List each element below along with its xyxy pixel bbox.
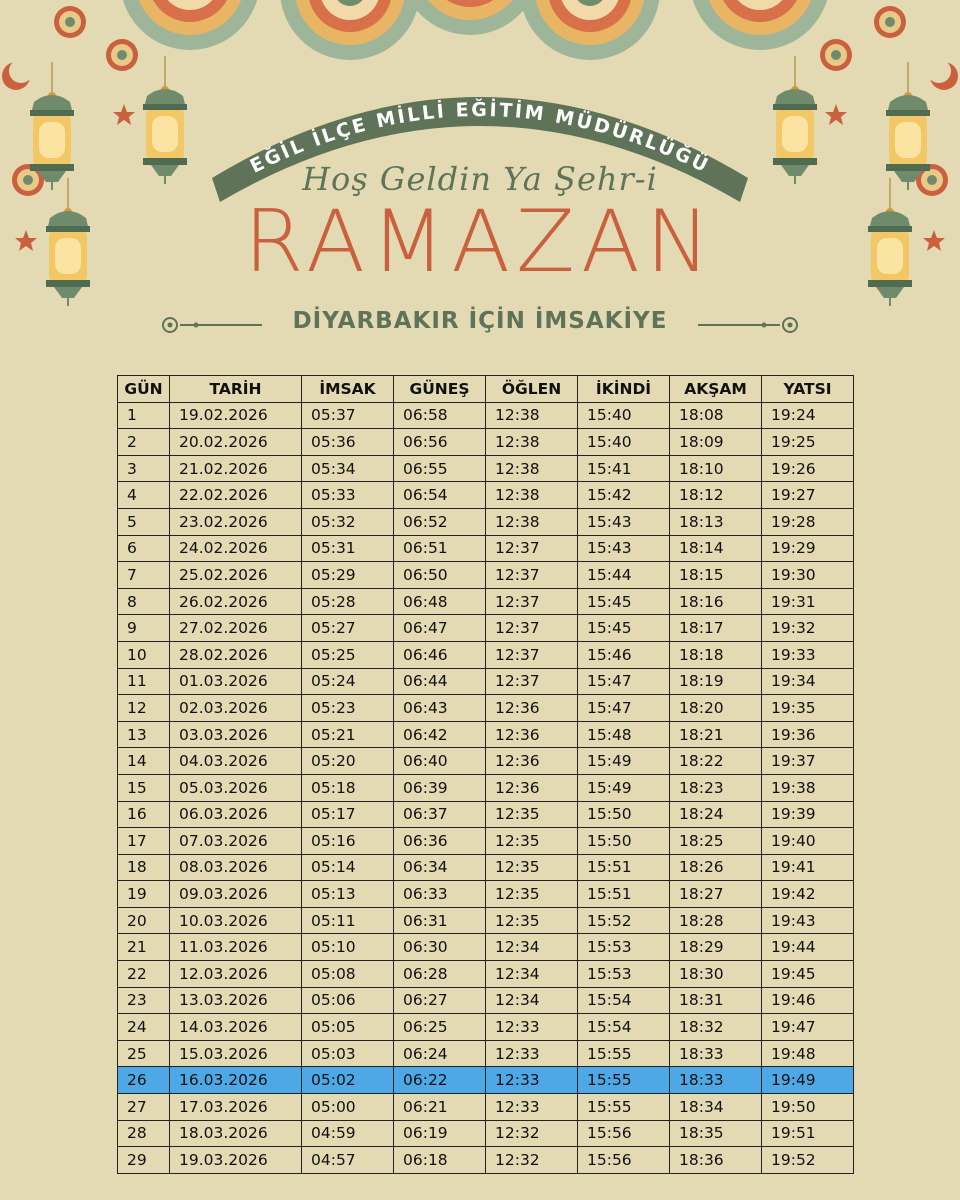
- gunes-cell: 06:33: [394, 881, 486, 908]
- imsak-cell: 05:24: [302, 668, 394, 695]
- oglen-cell: 12:33: [486, 1014, 578, 1041]
- yatsi-cell: 19:34: [762, 668, 854, 695]
- date-cell: 16.03.2026: [170, 1067, 302, 1094]
- oglen-cell: 12:34: [486, 961, 578, 988]
- yatsi-cell: 19:29: [762, 535, 854, 562]
- imsak-cell: 05:27: [302, 615, 394, 642]
- ikindi-cell: 15:48: [578, 721, 670, 748]
- gunes-cell: 06:52: [394, 508, 486, 535]
- imsak-cell: 05:16: [302, 828, 394, 855]
- aksam-cell: 18:33: [670, 1067, 762, 1094]
- aksam-cell: 18:33: [670, 1040, 762, 1067]
- date-cell: 20.02.2026: [170, 429, 302, 456]
- aksam-cell: 18:08: [670, 402, 762, 429]
- gunes-cell: 06:39: [394, 774, 486, 801]
- table-row: [118, 668, 854, 695]
- yatsi-cell: 19:24: [762, 402, 854, 429]
- gunes-cell: 06:43: [394, 695, 486, 722]
- gunes-cell: 06:56: [394, 429, 486, 456]
- imsak-cell: 05:11: [302, 907, 394, 934]
- date-cell: 09.03.2026: [170, 881, 302, 908]
- day-cell: 4: [118, 482, 170, 509]
- table-row: [118, 774, 854, 801]
- imsak-cell: 04:59: [302, 1120, 394, 1147]
- aksam-cell: 18:19: [670, 668, 762, 695]
- gunes-cell: 06:28: [394, 961, 486, 988]
- date-cell: 11.03.2026: [170, 934, 302, 961]
- yatsi-cell: 19:37: [762, 748, 854, 775]
- imsak-cell: 05:31: [302, 535, 394, 562]
- column-header-day: GÜN: [118, 376, 170, 403]
- table-row: [118, 907, 854, 934]
- table-body: [118, 402, 854, 1173]
- column-header-gunes: GÜNEŞ: [394, 376, 486, 403]
- aksam-cell: 18:12: [670, 482, 762, 509]
- day-cell: 27: [118, 1094, 170, 1121]
- aksam-cell: 18:25: [670, 828, 762, 855]
- table-row: [118, 641, 854, 668]
- day-cell: 20: [118, 907, 170, 934]
- date-cell: 07.03.2026: [170, 828, 302, 855]
- gunes-cell: 06:37: [394, 801, 486, 828]
- imsak-cell: 04:57: [302, 1147, 394, 1174]
- yatsi-cell: 19:31: [762, 588, 854, 615]
- ikindi-cell: 15:56: [578, 1147, 670, 1174]
- ikindi-cell: 15:42: [578, 482, 670, 509]
- yatsi-cell: 19:26: [762, 455, 854, 482]
- page-title: RAMAZAN: [243, 192, 717, 292]
- table-row: [118, 934, 854, 961]
- yatsi-cell: 19:49: [762, 1067, 854, 1094]
- ikindi-cell: 15:40: [578, 402, 670, 429]
- day-cell: 15: [118, 774, 170, 801]
- gunes-cell: 06:42: [394, 721, 486, 748]
- page-subtitle: DİYARBAKIR İÇİN İMSAKİYE: [292, 308, 668, 334]
- ikindi-cell: 15:47: [578, 668, 670, 695]
- day-cell: 26: [118, 1067, 170, 1094]
- imsak-cell: 05:05: [302, 1014, 394, 1041]
- aksam-cell: 18:10: [670, 455, 762, 482]
- gunes-cell: 06:48: [394, 588, 486, 615]
- table-row: [118, 801, 854, 828]
- gunes-cell: 06:55: [394, 455, 486, 482]
- gunes-cell: 06:27: [394, 987, 486, 1014]
- oglen-cell: 12:35: [486, 881, 578, 908]
- date-cell: 24.02.2026: [170, 535, 302, 562]
- imsak-cell: 05:34: [302, 455, 394, 482]
- yatsi-cell: 19:32: [762, 615, 854, 642]
- aksam-cell: 18:26: [670, 854, 762, 881]
- oglen-cell: 12:32: [486, 1147, 578, 1174]
- oglen-cell: 12:33: [486, 1094, 578, 1121]
- day-cell: 24: [118, 1014, 170, 1041]
- ikindi-cell: 15:54: [578, 987, 670, 1014]
- ikindi-cell: 15:53: [578, 961, 670, 988]
- ikindi-cell: 15:55: [578, 1040, 670, 1067]
- table-row: [118, 1040, 854, 1067]
- imsak-cell: 05:33: [302, 482, 394, 509]
- ikindi-cell: 15:50: [578, 828, 670, 855]
- oglen-cell: 12:37: [486, 562, 578, 589]
- date-cell: 10.03.2026: [170, 907, 302, 934]
- day-cell: 16: [118, 801, 170, 828]
- date-cell: 22.02.2026: [170, 482, 302, 509]
- imsak-cell: 05:18: [302, 774, 394, 801]
- date-cell: 25.02.2026: [170, 562, 302, 589]
- ikindi-cell: 15:51: [578, 881, 670, 908]
- yatsi-cell: 19:30: [762, 562, 854, 589]
- date-cell: 26.02.2026: [170, 588, 302, 615]
- yatsi-cell: 19:35: [762, 695, 854, 722]
- yatsi-cell: 19:44: [762, 934, 854, 961]
- aksam-cell: 18:28: [670, 907, 762, 934]
- gunes-cell: 06:50: [394, 562, 486, 589]
- gunes-cell: 06:46: [394, 641, 486, 668]
- organization-name: EĞİL İLÇE MİLLİ EĞİTİM MÜDÜRLÜĞÜ: [246, 98, 714, 178]
- imsak-cell: 05:02: [302, 1067, 394, 1094]
- ikindi-cell: 15:56: [578, 1120, 670, 1147]
- oglen-cell: 12:37: [486, 535, 578, 562]
- imsak-cell: 05:08: [302, 961, 394, 988]
- oglen-cell: 12:35: [486, 907, 578, 934]
- ikindi-cell: 15:54: [578, 1014, 670, 1041]
- ikindi-cell: 15:52: [578, 907, 670, 934]
- yatsi-cell: 19:40: [762, 828, 854, 855]
- yatsi-cell: 19:42: [762, 881, 854, 908]
- aksam-cell: 18:24: [670, 801, 762, 828]
- date-cell: 08.03.2026: [170, 854, 302, 881]
- day-cell: 23: [118, 987, 170, 1014]
- table-row: [118, 535, 854, 562]
- aksam-cell: 18:30: [670, 961, 762, 988]
- aksam-cell: 18:13: [670, 508, 762, 535]
- yatsi-cell: 19:36: [762, 721, 854, 748]
- day-cell: 8: [118, 588, 170, 615]
- oglen-cell: 12:37: [486, 615, 578, 642]
- table-row: [118, 615, 854, 642]
- date-cell: 19.02.2026: [170, 402, 302, 429]
- day-cell: 29: [118, 1147, 170, 1174]
- table-row: [118, 695, 854, 722]
- gunes-cell: 06:25: [394, 1014, 486, 1041]
- aksam-cell: 18:34: [670, 1094, 762, 1121]
- imsak-cell: 05:14: [302, 854, 394, 881]
- yatsi-cell: 19:33: [762, 641, 854, 668]
- oglen-cell: 12:38: [486, 455, 578, 482]
- yatsi-cell: 19:45: [762, 961, 854, 988]
- oglen-cell: 12:32: [486, 1120, 578, 1147]
- table-row: [118, 748, 854, 775]
- gunes-cell: 06:34: [394, 854, 486, 881]
- oglen-cell: 12:38: [486, 482, 578, 509]
- date-cell: 02.03.2026: [170, 695, 302, 722]
- oglen-cell: 12:36: [486, 774, 578, 801]
- table-row: [118, 854, 854, 881]
- imsak-cell: 05:25: [302, 641, 394, 668]
- date-cell: 06.03.2026: [170, 801, 302, 828]
- oglen-cell: 12:35: [486, 854, 578, 881]
- ikindi-cell: 15:49: [578, 774, 670, 801]
- day-cell: 7: [118, 562, 170, 589]
- ikindi-cell: 15:53: [578, 934, 670, 961]
- ikindi-cell: 15:46: [578, 641, 670, 668]
- yatsi-cell: 19:52: [762, 1147, 854, 1174]
- ikindi-cell: 15:47: [578, 695, 670, 722]
- imsak-cell: 05:00: [302, 1094, 394, 1121]
- yatsi-cell: 19:25: [762, 429, 854, 456]
- table-row: [118, 961, 854, 988]
- date-cell: 27.02.2026: [170, 615, 302, 642]
- imsakiye-table: [117, 375, 854, 1174]
- oglen-cell: 12:38: [486, 429, 578, 456]
- imsak-cell: 05:29: [302, 562, 394, 589]
- yatsi-cell: 19:28: [762, 508, 854, 535]
- aksam-cell: 18:31: [670, 987, 762, 1014]
- ikindi-cell: 15:45: [578, 615, 670, 642]
- gunes-cell: 06:19: [394, 1120, 486, 1147]
- gunes-cell: 06:58: [394, 402, 486, 429]
- ikindi-cell: 15:50: [578, 801, 670, 828]
- subtitle-row: [160, 308, 800, 344]
- yatsi-cell: 19:27: [762, 482, 854, 509]
- aksam-cell: 18:35: [670, 1120, 762, 1147]
- oglen-cell: 12:35: [486, 828, 578, 855]
- imsak-cell: 05:37: [302, 402, 394, 429]
- ikindi-cell: 15:40: [578, 429, 670, 456]
- oglen-cell: 12:33: [486, 1040, 578, 1067]
- ikindi-cell: 15:45: [578, 588, 670, 615]
- oglen-cell: 12:34: [486, 987, 578, 1014]
- imsak-cell: 05:23: [302, 695, 394, 722]
- aksam-cell: 18:36: [670, 1147, 762, 1174]
- day-cell: 14: [118, 748, 170, 775]
- day-cell: 18: [118, 854, 170, 881]
- imsak-cell: 05:28: [302, 588, 394, 615]
- day-cell: 3: [118, 455, 170, 482]
- date-cell: 03.03.2026: [170, 721, 302, 748]
- date-cell: 21.02.2026: [170, 455, 302, 482]
- oglen-cell: 12:33: [486, 1067, 578, 1094]
- aksam-cell: 18:29: [670, 934, 762, 961]
- ikindi-cell: 15:43: [578, 535, 670, 562]
- column-header-oglen: ÖĞLEN: [486, 376, 578, 403]
- ikindi-cell: 15:55: [578, 1067, 670, 1094]
- oglen-cell: 12:36: [486, 695, 578, 722]
- aksam-cell: 18:20: [670, 695, 762, 722]
- column-header-yatsi: YATSI: [762, 376, 854, 403]
- table-row: [118, 1014, 854, 1041]
- oglen-cell: 12:37: [486, 668, 578, 695]
- yatsi-cell: 19:39: [762, 801, 854, 828]
- yatsi-cell: 19:43: [762, 907, 854, 934]
- gunes-cell: 06:21: [394, 1094, 486, 1121]
- yatsi-cell: 19:47: [762, 1014, 854, 1041]
- aksam-cell: 18:21: [670, 721, 762, 748]
- yatsi-cell: 19:48: [762, 1040, 854, 1067]
- gunes-cell: 06:44: [394, 668, 486, 695]
- table-row: [118, 881, 854, 908]
- table-row: [118, 508, 854, 535]
- yatsi-cell: 19:46: [762, 987, 854, 1014]
- table-row: [118, 562, 854, 589]
- day-cell: 5: [118, 508, 170, 535]
- day-cell: 19: [118, 881, 170, 908]
- ikindi-cell: 15:51: [578, 854, 670, 881]
- date-cell: 14.03.2026: [170, 1014, 302, 1041]
- aksam-cell: 18:32: [670, 1014, 762, 1041]
- table-row: [118, 588, 854, 615]
- aksam-cell: 18:16: [670, 588, 762, 615]
- imsak-cell: 05:13: [302, 881, 394, 908]
- gunes-cell: 06:30: [394, 934, 486, 961]
- table-row: [118, 402, 854, 429]
- date-cell: 13.03.2026: [170, 987, 302, 1014]
- day-cell: 11: [118, 668, 170, 695]
- ikindi-cell: 15:49: [578, 748, 670, 775]
- day-cell: 13: [118, 721, 170, 748]
- oglen-cell: 12:37: [486, 641, 578, 668]
- imsak-cell: 05:32: [302, 508, 394, 535]
- welcome-text: Hoş Geldin Ya Şehr-i: [302, 160, 658, 198]
- date-cell: 23.02.2026: [170, 508, 302, 535]
- day-cell: 22: [118, 961, 170, 988]
- imsak-cell: 05:36: [302, 429, 394, 456]
- table-row: [118, 429, 854, 456]
- ikindi-cell: 15:44: [578, 562, 670, 589]
- gunes-cell: 06:24: [394, 1040, 486, 1067]
- column-header-ikindi: İKİNDİ: [578, 376, 670, 403]
- gunes-cell: 06:40: [394, 748, 486, 775]
- date-cell: 01.03.2026: [170, 668, 302, 695]
- aksam-cell: 18:15: [670, 562, 762, 589]
- column-header-aksam: AKŞAM: [670, 376, 762, 403]
- gunes-cell: 06:36: [394, 828, 486, 855]
- gunes-cell: 06:31: [394, 907, 486, 934]
- yatsi-cell: 19:38: [762, 774, 854, 801]
- yatsi-cell: 19:51: [762, 1120, 854, 1147]
- gunes-cell: 06:22: [394, 1067, 486, 1094]
- date-cell: 15.03.2026: [170, 1040, 302, 1067]
- date-cell: 04.03.2026: [170, 748, 302, 775]
- table-header-row: [118, 376, 854, 403]
- oglen-cell: 12:35: [486, 801, 578, 828]
- table-row: [118, 1147, 854, 1174]
- imsak-cell: 05:17: [302, 801, 394, 828]
- yatsi-cell: 19:41: [762, 854, 854, 881]
- table-row: [118, 482, 854, 509]
- date-cell: 28.02.2026: [170, 641, 302, 668]
- imsak-cell: 05:03: [302, 1040, 394, 1067]
- yatsi-cell: 19:50: [762, 1094, 854, 1121]
- aksam-cell: 18:17: [670, 615, 762, 642]
- gunes-cell: 06:51: [394, 535, 486, 562]
- date-cell: 12.03.2026: [170, 961, 302, 988]
- ikindi-cell: 15:55: [578, 1094, 670, 1121]
- oglen-cell: 12:38: [486, 402, 578, 429]
- aksam-cell: 18:18: [670, 641, 762, 668]
- aksam-cell: 18:27: [670, 881, 762, 908]
- oglen-cell: 12:37: [486, 588, 578, 615]
- date-cell: 05.03.2026: [170, 774, 302, 801]
- day-cell: 21: [118, 934, 170, 961]
- table-row: [118, 1094, 854, 1121]
- day-cell: 10: [118, 641, 170, 668]
- day-cell: 12: [118, 695, 170, 722]
- oglen-cell: 12:38: [486, 508, 578, 535]
- oglen-cell: 12:34: [486, 934, 578, 961]
- date-cell: 18.03.2026: [170, 1120, 302, 1147]
- gunes-cell: 06:47: [394, 615, 486, 642]
- imsak-cell: 05:10: [302, 934, 394, 961]
- table-row: [118, 1120, 854, 1147]
- aksam-cell: 18:22: [670, 748, 762, 775]
- table-row: [118, 987, 854, 1014]
- day-cell: 2: [118, 429, 170, 456]
- oglen-cell: 12:36: [486, 748, 578, 775]
- date-cell: 19.03.2026: [170, 1147, 302, 1174]
- ikindi-cell: 15:43: [578, 508, 670, 535]
- day-cell: 25: [118, 1040, 170, 1067]
- oglen-cell: 12:36: [486, 721, 578, 748]
- imsak-cell: 05:21: [302, 721, 394, 748]
- day-cell: 28: [118, 1120, 170, 1147]
- day-cell: 1: [118, 402, 170, 429]
- day-cell: 9: [118, 615, 170, 642]
- column-header-imsak: İMSAK: [302, 376, 394, 403]
- day-cell: 17: [118, 828, 170, 855]
- table-row: [118, 721, 854, 748]
- gunes-cell: 06:54: [394, 482, 486, 509]
- day-cell: 6: [118, 535, 170, 562]
- ikindi-cell: 15:41: [578, 455, 670, 482]
- gunes-cell: 06:18: [394, 1147, 486, 1174]
- table-row: [118, 455, 854, 482]
- column-header-date: TARİH: [170, 376, 302, 403]
- imsak-cell: 05:20: [302, 748, 394, 775]
- aksam-cell: 18:23: [670, 774, 762, 801]
- table-row: [118, 1067, 854, 1094]
- date-cell: 17.03.2026: [170, 1094, 302, 1121]
- imsak-cell: 05:06: [302, 987, 394, 1014]
- aksam-cell: 18:09: [670, 429, 762, 456]
- table-row: [118, 828, 854, 855]
- aksam-cell: 18:14: [670, 535, 762, 562]
